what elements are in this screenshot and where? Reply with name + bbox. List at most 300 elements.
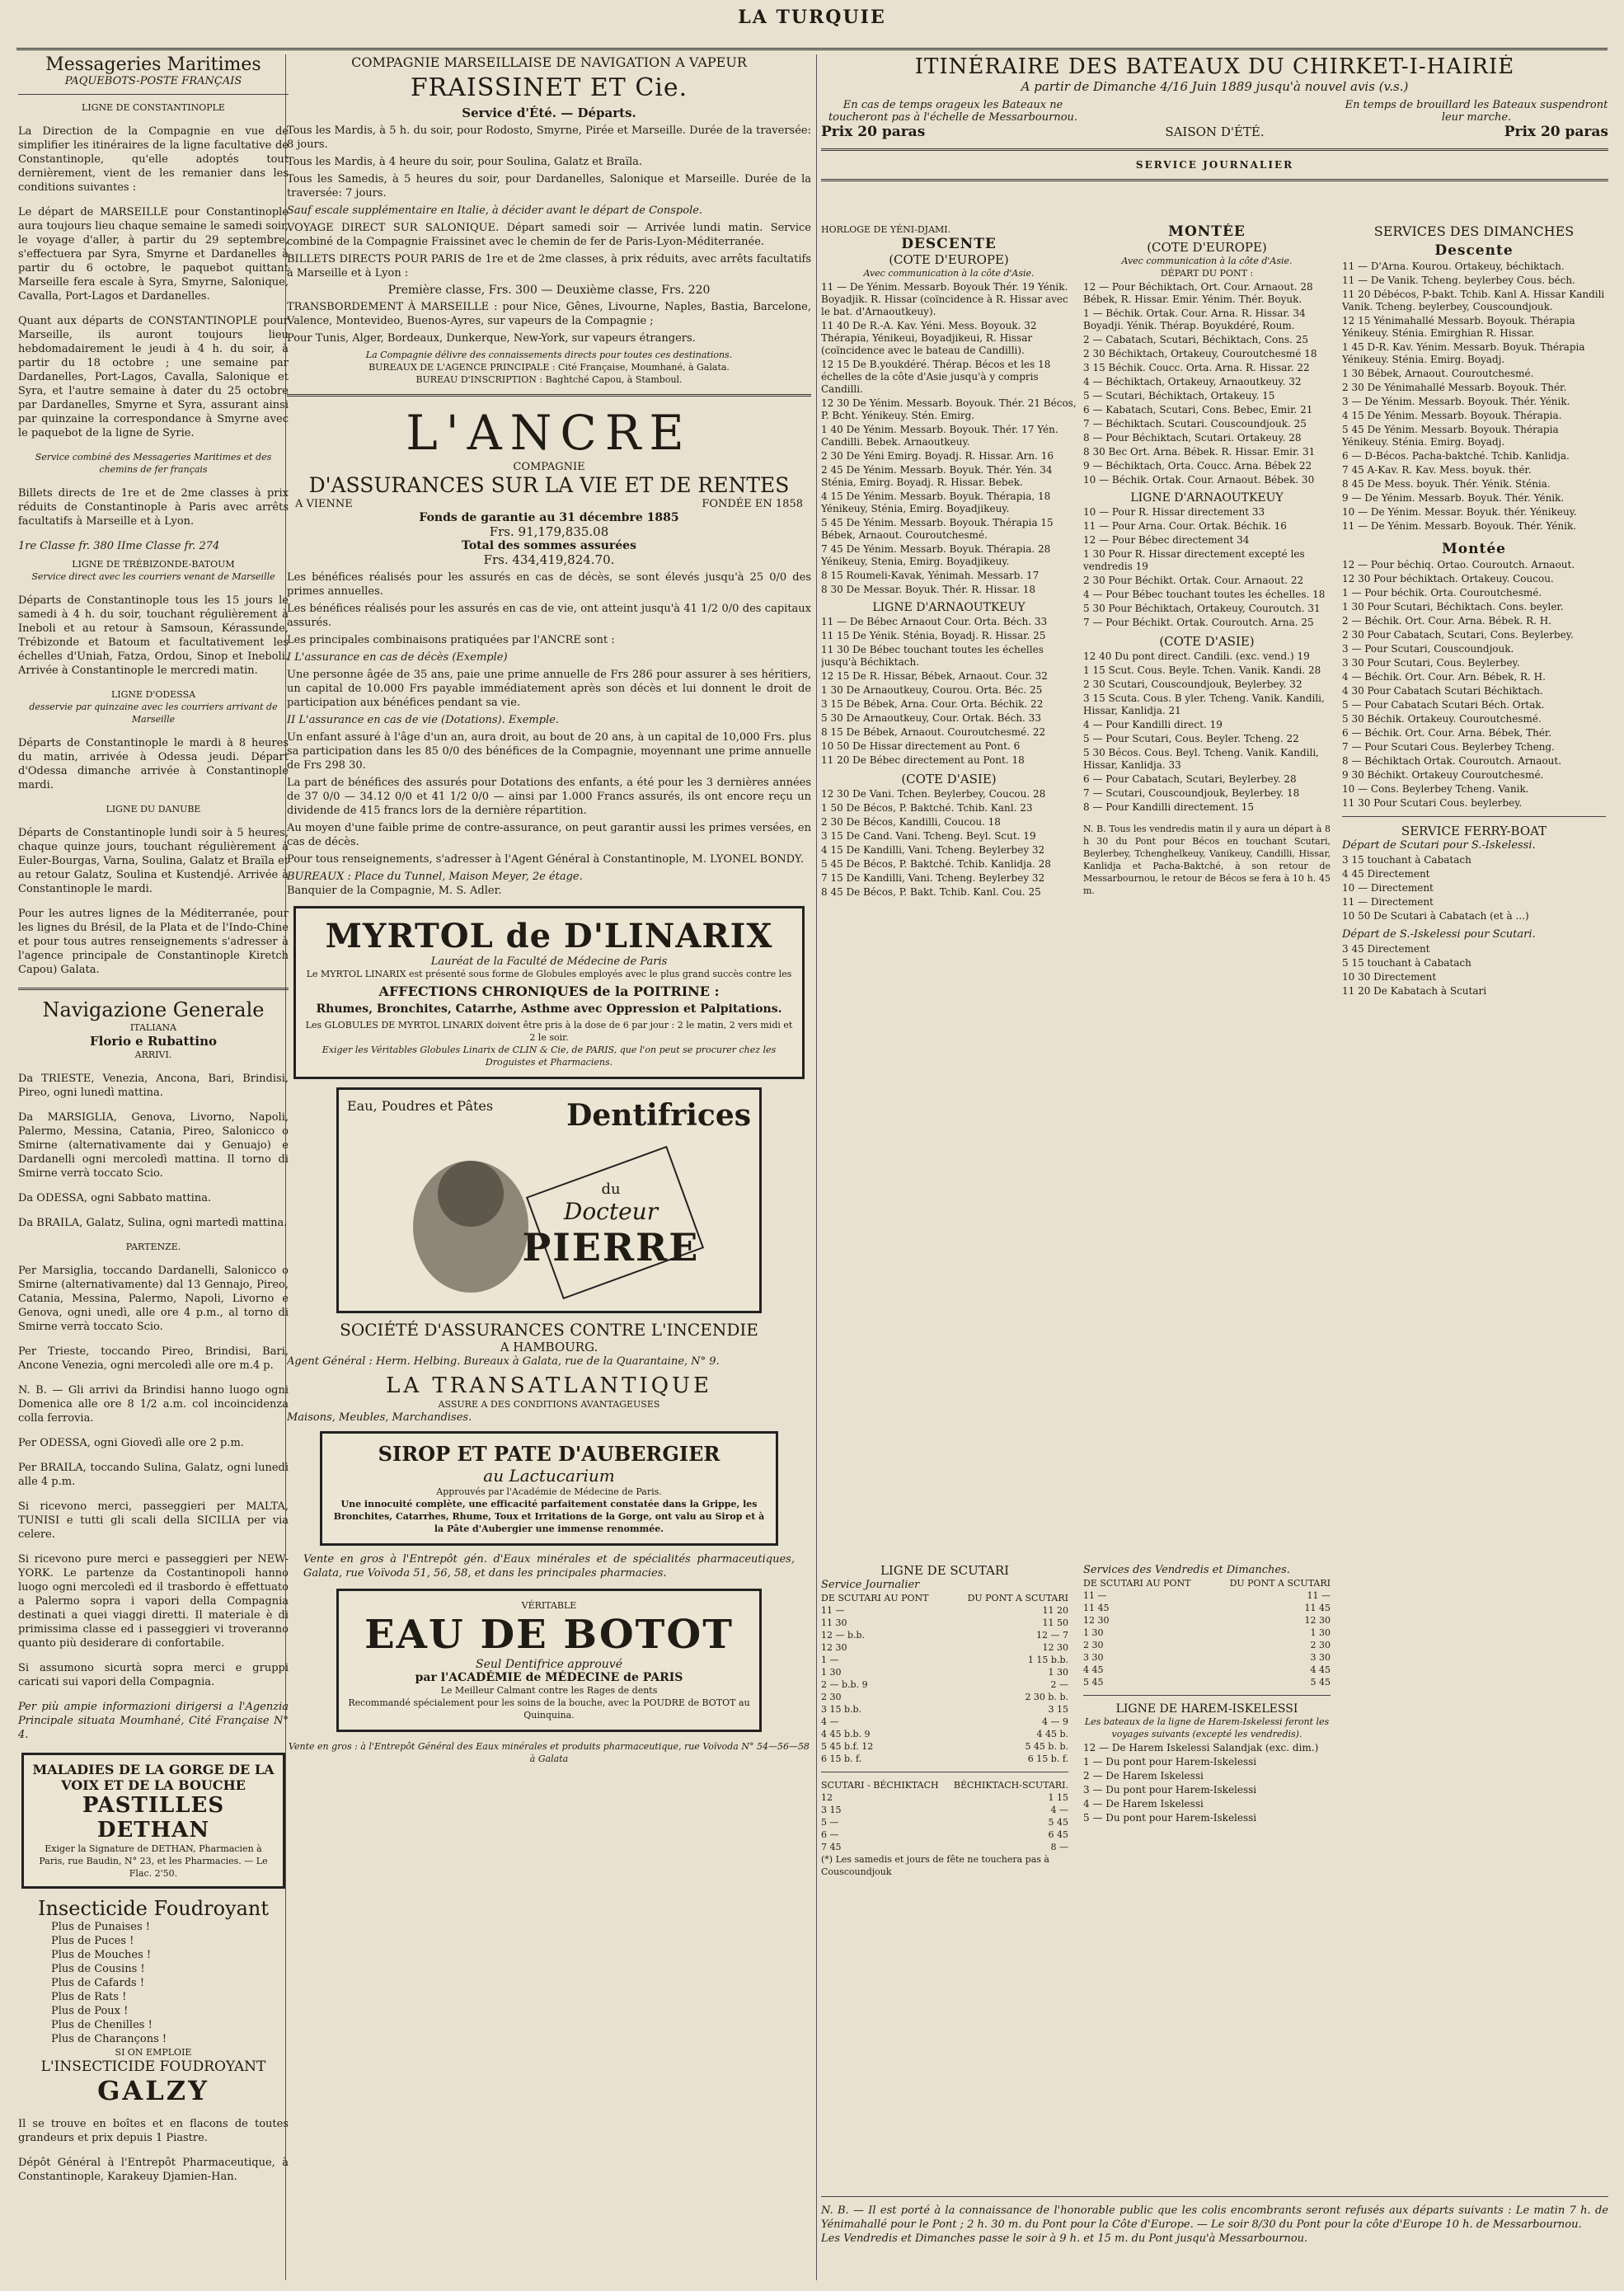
paragraph: II L'assurance en cas de vie (Dotations). Exemple. <box>287 714 560 726</box>
cote-europe: (COTE D'EUROPE) <box>1147 240 1267 255</box>
paragraph: Per più ampie informazioni dirigersi a l'Agenzia Principale situata Moumhané, Cité Française N° 4. <box>18 1701 289 1741</box>
schedule-entry: 5 30 De Arnaoutkeuy, Cour. Ortak. Béch. 33 <box>821 712 1041 724</box>
schedule-entry: 1 30 Pour R. Hissar directement excepté les vendredis 19 <box>1083 548 1305 572</box>
itineraire-title: ITINÉRAIRE DES BATEAUX DU CHIRKET-I-HAIRIÉ <box>914 54 1515 79</box>
table-row <box>1083 1627 1331 1639</box>
table-cell: 12 30 <box>1304 1615 1331 1626</box>
schedule-entry: 3 15 Scuta. Cous. B yler. Tcheng. Vanik. Kandili, Hissar, Kanlidja. 21 <box>1083 692 1325 716</box>
pastilles-foot: Exiger la Signature de DETHAN, Pharmacien à Paris, rue Baudin, N° 23, et les Pharmacies. — Le Flac. 2'50. <box>39 1843 268 1879</box>
botot-line: Recommandé spécialement pour les soins de la bouche, avec la POUDRE de BOTOT au Quinquina. <box>348 1697 750 1721</box>
table-cell: 4 — <box>821 1716 839 1727</box>
incendie-title: SOCIÉTÉ D'ASSURANCES CONTRE L'INCENDIE <box>340 1320 758 1340</box>
schedule-montee <box>1083 223 1331 1559</box>
list-item: Plus de Cousins ! <box>51 1963 145 1975</box>
paragraph: Départs de Constantinople tous les 15 jours le samedi à 4 h. du soir, touchant régulièrement à Ineboli et au retour à Samsoun, Kérassunde, Trébizonde et Batoum et facultativement les échelles d'Uniah, Fatza, Ordou, Sinop et Ineboli. Arrivée à Constantinople le mercredi matin. <box>18 594 289 677</box>
insecticide-list <box>18 1920 289 2046</box>
transat-title: LA TRANSATLANTIQUE <box>386 1373 712 1398</box>
col-head: SCUTARI - BÉCHIKTACH <box>821 1780 939 1791</box>
table-cell: 1 30 <box>821 1667 842 1678</box>
paragraph: Pour Tunis, Alger, Bordeaux, Dunkerque, New-York, sur vapeurs étrangers. <box>287 332 696 345</box>
paragraph: Départs de Constantinople le mardi à 8 heures du matin, arrivée à Odessa jeudi. Départ d'Odessa dimanche arrivée à Constantinople mardi. <box>18 737 289 791</box>
harem-entry: 2 — De Harem Iskelessi <box>1083 1770 1204 1782</box>
table-cell: 12 30 <box>1042 1642 1068 1653</box>
table-cell: 4 45 <box>1310 1664 1331 1675</box>
schedule-entry: 7 15 De Kandilli, Vani. Tcheng. Beylerbey 32 <box>821 872 1045 884</box>
schedule-entry: 7 — Pour Béchikt. Ortak. Couroutch. Arna. 25 <box>1083 617 1314 628</box>
scutari-title: LIGNE DE SCUTARI <box>880 1563 1010 1578</box>
vendredi-title: Services des Vendredis et Dimanches. <box>1083 1564 1290 1576</box>
schedule-entry: 1 45 D-R. Kav. Yénim. Messarb. Boyuk. Thérapia Yénikeuy. Sténia. Emirg. Boyadj. <box>1342 341 1585 365</box>
schedule-dimanches <box>1342 223 1606 2280</box>
ligne-arnaoutkeuy: LIGNE D'ARNAOUTKEUY <box>872 601 1026 614</box>
section-heading: LIGNE DE TRÉBIZONDE-BATOUM <box>72 559 235 570</box>
divider <box>18 988 289 990</box>
col-head: DU PONT A SCUTARI <box>1229 1578 1331 1589</box>
schedule-entry: 8 15 Roumeli-Kavak, Yénimah. Messarb. 17 <box>821 570 1040 581</box>
schedule-entry: 4 — Béchik. Ort. Cour. Arn. Bébek, R. H. <box>1342 671 1546 683</box>
table-row <box>1083 1651 1331 1664</box>
schedule-entry: 6 — Béchik. Ort. Cour. Arna. Bébek, Thér. <box>1342 727 1552 739</box>
sirop-line: Approuvés par l'Académie de Médecine de Paris. <box>436 1486 662 1497</box>
sirop-footer: Vente en gros à l'Entrepôt gén. d'Eaux minérales et de spécialités pharmaceutiques, Galata, rue Voïvoda 51, 56, 58, et dans les principales pharmacies. <box>303 1553 795 1580</box>
table-row <box>821 1716 1068 1728</box>
table-cell: 2 30 <box>821 1692 842 1702</box>
col-head: DE SCUTARI AU PONT <box>821 1593 929 1603</box>
table-row <box>1083 1639 1331 1651</box>
table-cell: 3 15 <box>821 1805 842 1815</box>
schedule-entry: 5 — Pour Scutari, Cous. Beyler. Tcheng. 22 <box>1083 733 1299 744</box>
divider <box>821 148 1608 151</box>
schedule-entry: 2 30 De Bécos, Kandilli, Coucou. 18 <box>821 816 1001 828</box>
paragraph: Pour les autres lignes de la Méditerranée, pour les lignes du Brésil, de la Plata et de l'Indo-Chine et pour tous autres renseignements s'adresser à l'agence principale de Constantinople Kiretch Capou) Galata. <box>18 908 289 976</box>
paragraph: Tous les Mardis, à 5 h. du soir, pour Rodosto, Smyrne, Pirée et Marseille. Durée de la traversée: 8 jours. <box>287 124 811 151</box>
schedule-entry: 1 — Pour béchik. Orta. Couroutchesmé. <box>1342 587 1542 599</box>
ancre-row <box>287 497 811 511</box>
table-row <box>821 1829 1068 1841</box>
table-cell: 6 — <box>821 1829 839 1840</box>
ferry-title: SERVICE FERRY-BOAT <box>1401 824 1547 838</box>
list-item: Plus de Rats ! <box>51 1991 127 2003</box>
dentifrice-top: Eau, Poudres et Pâtes <box>347 1098 494 1114</box>
schedule-entry: 8 — Béchiktach Ortak. Couroutch. Arnaout. <box>1342 755 1562 767</box>
col-head: DU PONT A SCUTARI <box>967 1593 1068 1603</box>
schedule-entry: 2 45 De Yénim. Messarb. Boyuk. Thér. Yén. 34 Sténia, Emirg. Boyadj. R. Hissar. Bebek. <box>821 464 1053 488</box>
dimanches-montee: Montée <box>1441 541 1506 557</box>
besch-note: (*) Les samedis et jours de fête ne touchera pas à Couscoundjouk <box>821 1854 1049 1877</box>
table-cell: 11 50 <box>1042 1617 1068 1628</box>
incendie-sub: A HAMBOURG. <box>500 1340 598 1354</box>
schedule-entry: 8 — Pour Kandilli directement. 15 <box>1083 801 1254 813</box>
paragraph: Da TRIESTE, Venezia, Ancona, Bari, Brindisi, Pireo, ogni lunedì mattina. <box>18 1073 289 1099</box>
schedule-entry: 1 30 De Arnaoutkeuy, Courou. Orta. Béc. 25 <box>821 684 1043 696</box>
column-right <box>821 54 1608 2280</box>
botot-label: VÉRITABLE <box>521 1600 577 1611</box>
paragraph: desservie par quinzaine avec les courriers arrivant de Marseille <box>29 702 278 725</box>
schedule-entry: 7 45 A-Kav. R. Kav. Mess. boyuk. thér. <box>1342 464 1532 476</box>
schedule-entry: 6 — Pour Cabatach, Scutari, Beylerbey. 28 <box>1083 773 1297 785</box>
table-row <box>821 1654 1068 1666</box>
myrtol-line: AFFECTIONS CHRONIQUES de la POITRINE : <box>378 984 720 999</box>
ferry-entry: 5 15 touchant à Cabatach <box>1342 957 1471 969</box>
schedule-entry: 2 30 Pour Cabatach, Scutari, Cons. Beylerbey. <box>1342 629 1574 641</box>
paragraph: Da ODESSA, ogni Sabbato mattina. <box>18 1192 212 1204</box>
myrtol-line: Rhumes, Bronchites, Catarrhe, Asthme avec Oppression et Palpitations. <box>316 1002 782 1016</box>
insecticide-emploi: SI ON EMPLOIE <box>115 2047 192 2058</box>
harem-entry: 3 — Du pont pour Harem-Iskelessi <box>1083 1784 1257 1796</box>
paragraph: Les bénéfices réalisés pour les assurés en cas de vie, ont atteint jusqu'à 41 1/2 0/0 des capitaux assurés. <box>287 603 811 629</box>
schedule-entry: 12 30 Pour béchiktach. Ortakeuy. Coucou. <box>1342 573 1554 584</box>
divider <box>18 94 289 95</box>
vendredi-block <box>1083 1563 1331 1826</box>
table-row <box>821 1728 1068 1740</box>
schedule-entry: 11 — De Yénim. Messarb. Boyouk Thér. 19 Yénik. Boyadjik. R. Hissar (coïncidence à R. Hissar avec le bat. d'Arnaoutkeuy). <box>821 281 1068 317</box>
schedule-entry: 7 — Pour Scutari Cous. Beylerbey Tcheng. <box>1342 741 1555 753</box>
sirop-sub: au Lactucarium <box>483 1466 615 1486</box>
table-cell: 12 30 <box>1083 1615 1110 1626</box>
table-cell: 5 — <box>821 1817 839 1828</box>
paragraph: Si assumono sicurtà sopra merci e gruppi caricati sui vapori della Compagnia. <box>18 1662 289 1688</box>
table-row <box>1083 1614 1331 1627</box>
botot-line: Seul Dentifrice approuvé <box>476 1658 622 1671</box>
list-item: Plus de Charançons ! <box>51 2033 167 2045</box>
table-cell: 11 — <box>1307 1590 1331 1601</box>
insecticide-title: Insecticide Foudroyant <box>37 1897 270 1920</box>
schedule-entry: 12 — Pour Bébec directement 34 <box>1083 534 1250 546</box>
table-cell: 4 45 b. <box>1036 1729 1068 1739</box>
paragraph: Per BRAILA, toccando Sulina, Galatz, ogni lunedì alle 4 p.m. <box>18 1462 289 1488</box>
navigazione-sub: ITALIANA <box>129 1022 177 1033</box>
table-cell: 6 45 <box>1048 1829 1068 1840</box>
paragraph: Si ricevono merci, passeggieri per MALTA, TUNISI e tutti gli scali della SICILIA per via celere. <box>18 1500 289 1541</box>
cote-europe: (COTE D'EUROPE) <box>889 252 1009 267</box>
list-item: Plus de Punaises ! <box>51 1921 151 1933</box>
table-row <box>1083 1664 1331 1676</box>
ferry-entry: 11 20 De Kabatach à Scutari <box>1342 985 1487 997</box>
note-right: En temps de brouillard les Bateaux suspendront leur marche. <box>1345 99 1608 124</box>
dentifrice-header <box>347 1098 751 1133</box>
ferry-entry: 4 45 Directement <box>1342 868 1430 880</box>
paragraph: Les principales combinaisons pratiquées par l'ANCRE sont : <box>287 634 615 646</box>
column-middle <box>287 54 811 2280</box>
table-cell: 1 30 <box>1048 1667 1068 1678</box>
schedule-entry: 11 30 De Bébec touchant toutes les échelles jusqu'à Béchiktach. <box>821 644 1044 668</box>
table-cell: 2 30 <box>1310 1640 1331 1650</box>
ancre-frs2: Frs. 434,419,824.70. <box>483 552 615 567</box>
table-row <box>821 1816 1068 1829</box>
pastilles-top: MALADIES DE LA GORGE DE LA VOIX ET DE LA BOUCHE <box>32 1762 275 1793</box>
schedule-entry: 5 30 Béchik. Ortakeuy. Couroutchesmé. <box>1342 713 1542 725</box>
dimanches-title: SERVICES DES DIMANCHES <box>1373 223 1575 239</box>
table-cell: 5 45 <box>1083 1677 1104 1688</box>
schedule-entry: 3 — De Yénim. Messarb. Boyouk. Thér. Yénik. <box>1342 396 1570 407</box>
divider <box>287 394 811 397</box>
table-row <box>821 1753 1068 1765</box>
masthead <box>0 0 1624 49</box>
transat-sub: ASSURE A DES CONDITIONS AVANTAGEUSES <box>438 1399 660 1410</box>
schedule-entry: 1 15 Scut. Cous. Beyle. Tchen. Vanik. Kandi. 28 <box>1083 664 1321 676</box>
paragraph: Tous les Samedis, à 5 heures du soir, pour Dardanelles, Salonique et Marseille. Durée de la traversée: 7 jours. <box>287 173 811 200</box>
botot-footer: Vente en gros : à l'Entrepôt Général des Eaux minérales et produits pharmaceutique, rue Voïvoda N° 54—56—58 à Galata <box>289 1741 810 1764</box>
table-cell: 7 45 <box>821 1842 842 1852</box>
ancre-frs1: Frs. 91,179,835.08 <box>489 524 609 539</box>
col-head: DE SCUTARI AU PONT <box>1083 1578 1191 1589</box>
paragraph: BUREAU D'INSCRIPTION : Baghtché Capou, à Stamboul. <box>415 374 683 385</box>
schedule-entry: 3 15 De Cand. Vani. Tcheng. Beyl. Scut. 19 <box>821 830 1036 842</box>
paragraph: Une personne âgée de 35 ans, paie une prime annuelle de Frs 286 pour assurer à ses héritiers, un capital de 10.000 Frs payable immédiatement après son décès et lui donnent le droit de participation aux bénéfices pendant sa vie. <box>287 669 811 709</box>
harem-entry: 12 — De Harem Iskelessi Salandjak (exc. dim.) <box>1083 1742 1319 1753</box>
myrtol-title: MYRTOL de D'LINARIX <box>325 917 773 955</box>
schedule-entry: 5 30 Pour Béchiktach, Ortakeuy, Couroutch. 31 <box>1083 603 1321 614</box>
table-cell: 11 30 <box>821 1617 847 1628</box>
table-cell: 11 20 <box>1042 1605 1068 1616</box>
schedule-entry: 12 30 De Yénim. Messarb. Boyouk. Thér. 21 Bécos, P. Bcht. Yénikeuy. Stén. Emirg. <box>821 397 1077 421</box>
table-cell: 12 — b.b. <box>821 1630 866 1641</box>
paragraph: Service combiné des Messageries Maritimes et des chemins de fer français <box>35 452 272 475</box>
table-row <box>821 1841 1068 1853</box>
communication-note: Avec communication à la côte d'Asie. <box>863 268 1035 279</box>
table-cell: 1 30 <box>1083 1627 1104 1638</box>
table-cell: 2 30 <box>1083 1640 1104 1650</box>
fraissinet-title: FRAISSINET ET Cie. <box>410 73 688 102</box>
table-row <box>821 1678 1068 1691</box>
cote-asie: (COTE D'ASIE) <box>901 772 997 786</box>
dentifrice-ad <box>336 1087 762 1313</box>
paragraph: Dépôt Général à l'Entrepôt Pharmaceutique, à Constantinople, Karakeuy Djamien-Han. <box>18 2157 289 2183</box>
paragraph: Per Trieste, toccando Pireo, Brindisi, Bari, Ancone Venezia, ogni mercoledì alle ore m.4 p. <box>18 1345 289 1372</box>
schedule-entry: 8 30 Bec Ort. Arna. Bébek. R. Hissar. Emir. 31 <box>1083 446 1316 458</box>
vendredi-header <box>1083 1577 1331 1589</box>
paragraph: Sauf escale supplémentaire en Italie, à décider avant le départ de Conspole. <box>287 204 703 217</box>
schedule-entry: 4 30 Pour Cabatach Scutari Béchiktach. <box>1342 685 1543 697</box>
paragraph: BILLETS DIRECTS POUR PARIS de 1re et de 2me classes, à prix réduits, avec arrêts facultatifs à Marseille et à Lyon : <box>287 253 811 279</box>
table-cell: 6 15 b. f. <box>1027 1753 1068 1764</box>
ferry-sub: Départ de Scutari pour S.-Iskelessi. <box>1342 839 1536 852</box>
sirop-ad <box>320 1431 778 1546</box>
list-item: Plus de Mouches ! <box>51 1949 152 1961</box>
dentifrice-docteur: Docteur <box>563 1198 659 1225</box>
schedule-entry: 8 45 De Bécos, P. Bakt. Tchib. Kanl. Cou. 25 <box>821 886 1041 898</box>
itineraire-notes <box>821 99 1608 124</box>
harem-entry: 4 — De Harem Iskelessi <box>1083 1798 1204 1810</box>
schedule-entry: 7 — Béchiktach. Scutari. Couscoundjouk. 25 <box>1083 418 1307 430</box>
table-cell: 4 — 9 <box>1042 1716 1068 1727</box>
table-cell: 3 15 <box>1048 1704 1068 1715</box>
schedule-entry: 12 — Pour béchiq. Ortao. Couroutch. Arnaout. <box>1342 559 1575 570</box>
schedule-entry: 12 15 Yénimahallé Messarb. Boyouk. Thérapia Yénikeuy. Sténia. Emirghian R. Hissar. <box>1342 315 1575 339</box>
paragraph: Un enfant assuré à l'âge d'un an, aura droit, au bout de 20 ans, à un capital de 10,000 Frs. plus sa participation dans les 85 0/0 des bénéfices de la Compagnie, moyennant une prime annuelle de Frs 298 30. <box>287 731 811 772</box>
table-row <box>821 1804 1068 1816</box>
table-cell: 2 — b.b. 9 <box>821 1679 868 1690</box>
table-row <box>821 1629 1068 1641</box>
table-row <box>821 1703 1068 1716</box>
schedule-entry: 1 30 Pour Scutari, Béchiktach. Cons. beyler. <box>1342 601 1564 613</box>
lion-head-shape <box>438 1161 504 1227</box>
table-cell: 2 — <box>1050 1679 1068 1690</box>
prix-left: Prix 20 paras <box>821 124 926 140</box>
footer-notes <box>821 2190 1608 2246</box>
sirop-title: SIROP ET PATE D'AUBERGIER <box>378 1442 720 1466</box>
footer-note: N. B. — Il est porté à la connaissance de l'honorable public que les colis encombrants seront refusés aux départs suivants : Le matin 7 h. de Yénimahallé pour le Pont ; 2 h. 30 m. du Pont pour la Côte d'Europe. — Le soir 8/30 du Pont pour la côte d'Europe 10 h. de Messarbournou. <box>821 2204 1608 2231</box>
table-cell: 6 15 b. f. <box>821 1753 862 1764</box>
col-head: BÉCHIKTACH-SCUTARI. <box>953 1780 1068 1791</box>
schedule-entry: 11 15 De Yénik. Sténia, Boyadj. R. Hissar. 25 <box>821 630 1046 641</box>
table-cell: 5 45 <box>1310 1677 1331 1688</box>
sirop-line: Une innocuité complète, une efficacité parfaitement constatée dans la Grippe, les Bronchites, Catarrhes, Rhume, Toux et Irritations de la Gorge, ont valu au Sirop et à la Pâte d'Aubergier une immense renommée. <box>333 1499 765 1534</box>
insecticide-name: L'INSECTICIDE FOUDROYANT <box>40 2059 266 2075</box>
table-cell: 11 45 <box>1083 1603 1110 1613</box>
section-heading: LIGNE D'ODESSA <box>110 689 196 700</box>
ancre-company: COMPAGNIE <box>513 461 585 473</box>
cote-asie: (COTE D'ASIE) <box>1159 634 1255 649</box>
table-cell: 12 — 7 <box>1036 1630 1068 1641</box>
paragraph: TRANSBORDEMENT À MARSEILLE : pour Nice, Gênes, Livourne, Naples, Bastia, Barcelone, Valence, Montevideo, Buenos-Ayres, sur vapeurs de la Compagnie ; <box>287 301 811 327</box>
harem-entry: 5 — Du pont pour Harem-Iskelessi <box>1083 1812 1257 1824</box>
paragraph: La Direction de la Compagnie en vue de simplifier les itinéraires de la ligne facultative de Constantinople, qu'elle adoptés tout dernièrement, vient de les remanier dans les conditions suivantes : <box>18 125 289 194</box>
schedule-entry: 12 — Pour Béchiktach, Ort. Cour. Arnaout. 28 Bébek, R. Hissar. Emir. Yénim. Thér. Boyuk. <box>1083 281 1313 305</box>
schedule-entry: 5 45 De Yénim. Messarb. Boyouk. Thérapia Yénikeuy. Sténia. Emirg. Boyadj. <box>1342 424 1559 448</box>
table-cell: 4 45 <box>1083 1664 1104 1675</box>
table-row <box>821 1740 1068 1753</box>
schedule-entry: 2 30 De Yénimahallé Messarb. Boyouk. Thér. <box>1342 382 1567 393</box>
table-row <box>1083 1589 1331 1602</box>
paragraph: Per ODESSA, ogni Giovedì alle ore 2 p.m. <box>18 1437 244 1449</box>
schedule-entry: 10 — Pour R. Hissar directement 33 <box>1083 506 1265 518</box>
schedule-entry: 3 30 Pour Scutari, Cous. Beylerbey. <box>1342 657 1520 669</box>
table-cell: 4 45 b.b. 9 <box>821 1729 871 1739</box>
ancre-fonds: Fonds de garantie au 31 décembre 1885 <box>419 511 679 524</box>
ferry-entry: 10 30 Directement <box>1342 971 1437 983</box>
table-cell: 5 45 b. b. <box>1025 1741 1068 1752</box>
schedule-entry: 2 30 Pour Béchikt. Ortak. Cour. Arnaout. 22 <box>1083 575 1304 586</box>
schedule-entry: 8 30 De Messar. Boyuk. Thér. R. Hissar. 18 <box>821 584 1036 595</box>
table-cell: 2 30 b. b. <box>1025 1692 1068 1702</box>
schedule-entry: 5 30 Bécos. Cous. Beyl. Tcheng. Vanik. Kandili, Hissar, Kanlidja. 33 <box>1083 747 1319 771</box>
myrtol-line: Le MYRTOL LINARIX est présenté sous forme de Globules employés avec le plus grand succès contre les <box>306 969 792 979</box>
top-rule <box>16 48 1608 50</box>
schedule-entry: 11 30 Pour Scutari Cous. beylerbey. <box>1342 797 1523 809</box>
section-heading: LIGNE DU DANUBE <box>106 804 201 815</box>
schedule-entry: 9 30 Béchikt. Ortakeuy Couroutchesmé. <box>1342 769 1544 781</box>
prix-row <box>821 124 1608 140</box>
paragraph: Il se trouve en boîtes et en flacons de toutes grandeurs et prix depuis 1 Piastre. <box>18 2118 289 2144</box>
schedule-entry: 7 45 De Yénim. Messarb. Boyuk. Thérapia. 28 Yénikeuy, Stenia, Emirg. Boyadjikeuy. <box>821 543 1051 567</box>
schedule-entry: 11 — D'Arna. Kourou. Ortakeuy, béchiktach. <box>1342 261 1565 272</box>
masthead-title: LA TURQUIE <box>738 7 886 28</box>
ferry-entry: 11 — Directement <box>1342 896 1434 908</box>
paragraph: La part de bénéfices des assurés pour Dotations des enfants, a été pour les 3 dernières années de 37 0/0 — 34.12 0/0 et 41 1/2 0/0 — ainsi par 1.000 Francs assurés, ils ont encore reçu un dividende de 415 francs lors de la dernière répartition. <box>287 777 811 817</box>
schedule-entry: 10 50 De Hissar directement au Pont. 6 <box>821 740 1021 752</box>
paragraph: Les bénéfices réalisés pour les assurés en cas de décès, se sont élevés jusqu'à 25 0/0 des primes annuelles. <box>287 571 811 598</box>
saison: SAISON D'ÉTÉ. <box>1165 124 1265 139</box>
spacer <box>347 1270 751 1303</box>
table-row <box>821 1641 1068 1654</box>
paragraph: Da BRAILA, Galatz, Sulina, ogni martedì mattina. <box>18 1217 288 1229</box>
table-row <box>821 1604 1068 1617</box>
schedule-entry: 3 15 De Bébek, Arna. Cour. Orta. Béchik. 22 <box>821 698 1044 710</box>
schedule-entry: 4 — Béchiktach, Ortakeuy, Arnaoutkeuy. 32 <box>1083 376 1302 387</box>
paragraph: VOYAGE DIRECT SUR SALONIQUE. Départ samedi soir — Arrivée lundi matin. Service combiné de la Compagnie Fraissinet avec le chemin de fer de Paris-Lyon-Méditerranée. <box>287 222 811 248</box>
schedule-entry: 5 45 De Bécos, P. Baktché. Tchib. Kanlidja. 28 <box>821 858 1051 870</box>
schedule-entry: 9 — Béchiktach, Orta. Coucc. Arna. Bébek 22 <box>1083 460 1312 472</box>
schedule-entry: 8 — Pour Béchiktach, Scutari. Ortakeuy. 28 <box>1083 432 1302 444</box>
table-cell: 11 — <box>1083 1590 1107 1601</box>
schedule-entry: 11 20 Débécos, P-bakt. Tchib. Kanl A. Hissar Kandili Vanik. Tcheng. beylerbey, Couscoundjouk. <box>1342 289 1605 312</box>
table-cell: 3 30 <box>1083 1652 1104 1663</box>
myrtol-ad <box>293 906 805 1079</box>
paragraph: N. B. — Gli arrivi da Brindisi hanno luogo ogni Domenica alle ore 8 1/2 a.m. col incoincidenza colla ferrovia. <box>18 1384 289 1425</box>
schedule-entry: 12 30 De Vani. Tchen. Beylerbey, Coucou. 28 <box>821 788 1046 800</box>
paragraph: Service direct avec les courriers venant de Marseille <box>31 571 275 582</box>
schedule-entry: 10 — Cons. Beylerbey Tcheng. Vanik. <box>1342 783 1529 795</box>
schedule-entry: 2 — Cabatach, Scutari, Béchiktach, Cons. 25 <box>1083 334 1309 345</box>
paragraph: Départs de Constantinople lundi soir à 5 heures, chaque quinze jours, touchant régulièrement à Euler-Bourgas, Varna, Soulina, Galatz et Braïla et au retour Galatz, Soulina et Kustendjé. Arrivée à Constantinople le mardi. <box>18 827 289 895</box>
dentifrice-du: du <box>601 1181 621 1198</box>
paragraph: Da MARSIGLIA, Genova, Livorno, Napoli, Palermo, Messina, Catania, Pireo, Salonicco o Smirne (alternativamente dai y Genuajo) e Dardanelli ogni mercoledì mattina. Il torno di Smirne verrà toccato Scio. <box>18 1111 289 1180</box>
dentifrice-pierre: PIERRE <box>522 1225 700 1270</box>
schedule-entry: 1 30 Bébek, Arnaout. Couroutchesmé. <box>1342 368 1534 379</box>
besch-header <box>821 1779 1068 1791</box>
table-cell: 5 45 b.f. 12 <box>821 1741 874 1752</box>
schedule-entry: 6 — Kabatach, Scutari, Cons. Bebec, Emir. 21 <box>1083 404 1313 415</box>
paragraph: BUREAUX : Place du Tunnel, Maison Meyer, 2e étage. <box>287 871 583 883</box>
divider <box>821 179 1608 181</box>
botot-line: Le Meilleur Calmant contre les Rages de dents <box>440 1685 658 1696</box>
botot-title: EAU DE BOTOT <box>364 1612 734 1658</box>
paragraph: BUREAUX DE L'AGENCE PRINCIPALE : Cité Française, Moumhané, à Galata. <box>368 362 730 373</box>
table-cell: 8 — <box>1050 1842 1068 1852</box>
table-cell: 12 <box>821 1792 833 1803</box>
schedule-entry: 11 — De Vanik. Tcheng. beylerbey Cous. béch. <box>1342 275 1575 286</box>
paragraph: Billets directs de 1re et de 2me classes à prix réduits de Constantinople à Paris avec arrêts facultatifs à Marseille et à Lyon. <box>18 487 289 528</box>
incendie-agent: Agent Général : Herm. Helbing. Bureaux à Galata, rue de la Quarantaine, N° 9. <box>287 1355 720 1368</box>
column-left <box>18 54 289 2280</box>
footer-note2: Les Vendredis et Dimanches passe le soir à 9 h. et 15 m. du Pont jusqu'à Messarbournou. <box>821 2232 1308 2245</box>
communication-note: Avec communication à la côte d'Asie. <box>1121 256 1293 266</box>
schedule-entry: 2 30 Béchiktach, Ortakeuy, Couroutchesmé 18 <box>1083 348 1317 359</box>
paragraph: I L'assurance en cas de décès (Exemple) <box>287 651 508 664</box>
list-item: Plus de Cafards ! <box>51 1977 145 1989</box>
myrtol-laureat: Lauréat de la Faculté de Médecine de Paris <box>430 955 668 968</box>
schedule-entry: 12 15 De R. Hissar, Bébek, Arnaout. Cour. 32 <box>821 670 1048 682</box>
paragraph: Quant aux départs de CONSTANTINOPLE pour Marseille, ils auront toujours lieu hebdomadairement le jeudi à 4 h. du soir, à partir du 18 octobre ; une semaine par Dardanelles, Port-Lagos, Cavalla, Salonique et Syra, et l'autre semaine à dater du 25 octobre par Dardanelles, Smyrne et Syra, assurant ainsi par quinzaine la correspondance à Smyrne avec le paquebot de la ligne de Syrie. <box>18 315 289 439</box>
ancre-title: L'ANCRE <box>406 405 692 461</box>
table-cell: 3 15 b.b. <box>821 1704 862 1715</box>
messageries-subtitle: PAQUEBOTS-POSTE FRANÇAIS <box>64 75 242 87</box>
ancre-sub: D'ASSURANCES SUR LA VIE ET DE RENTES <box>308 473 790 497</box>
harem-entry: 1 — Du pont pour Harem-Iskelessi <box>1083 1756 1257 1768</box>
divider <box>821 2196 1608 2197</box>
descente-heading: DESCENTE <box>901 236 997 252</box>
ancre-vienne: A VIENNE <box>295 498 353 510</box>
ferry-entry: 3 45 Directement <box>1342 943 1430 955</box>
ferry-entry: 10 50 De Scutari à Cabatach (et à ...) <box>1342 910 1529 922</box>
table-cell: 5 45 <box>1048 1817 1068 1828</box>
schedule-entry: 5 — Scutari, Béchiktach, Ortakeuy. 15 <box>1083 390 1275 401</box>
price-line: 1re Classe fr. 380 IIme Classe fr. 274 <box>18 540 220 552</box>
table-cell: 1 15 <box>1048 1792 1068 1803</box>
schedule-entry: 11 — De Yénim. Messarb. Boyouk. Thér. Yénik. <box>1342 520 1577 532</box>
schedule-entry: 5 — Pour Cabatach Scutari Béch. Ortak. <box>1342 699 1545 711</box>
schedule-entry: 8 45 De Mess. boyuk. Thér. Yénik. Sténia. <box>1342 478 1551 490</box>
table-cell: 1 15 b.b. <box>1027 1655 1068 1665</box>
fraissinet-sub: Service d'Été. — Départs. <box>462 106 636 120</box>
schedule-descente <box>821 223 1077 1559</box>
schedule-entry: 4 — Pour Kandilli direct. 19 <box>1083 719 1223 730</box>
fraissinet-head: COMPAGNIE MARSEILLAISE DE NAVIGATION A VAPEUR <box>351 54 747 70</box>
paragraph: Première classe, Frs. 300 — Deuxième classe, Frs. 220 <box>387 284 711 297</box>
itineraire-sub: A partir de Dimanche 4/16 Juin 1889 jusqu'à nouvel avis (v.s.) <box>1021 79 1409 94</box>
column-divider <box>816 54 817 2280</box>
